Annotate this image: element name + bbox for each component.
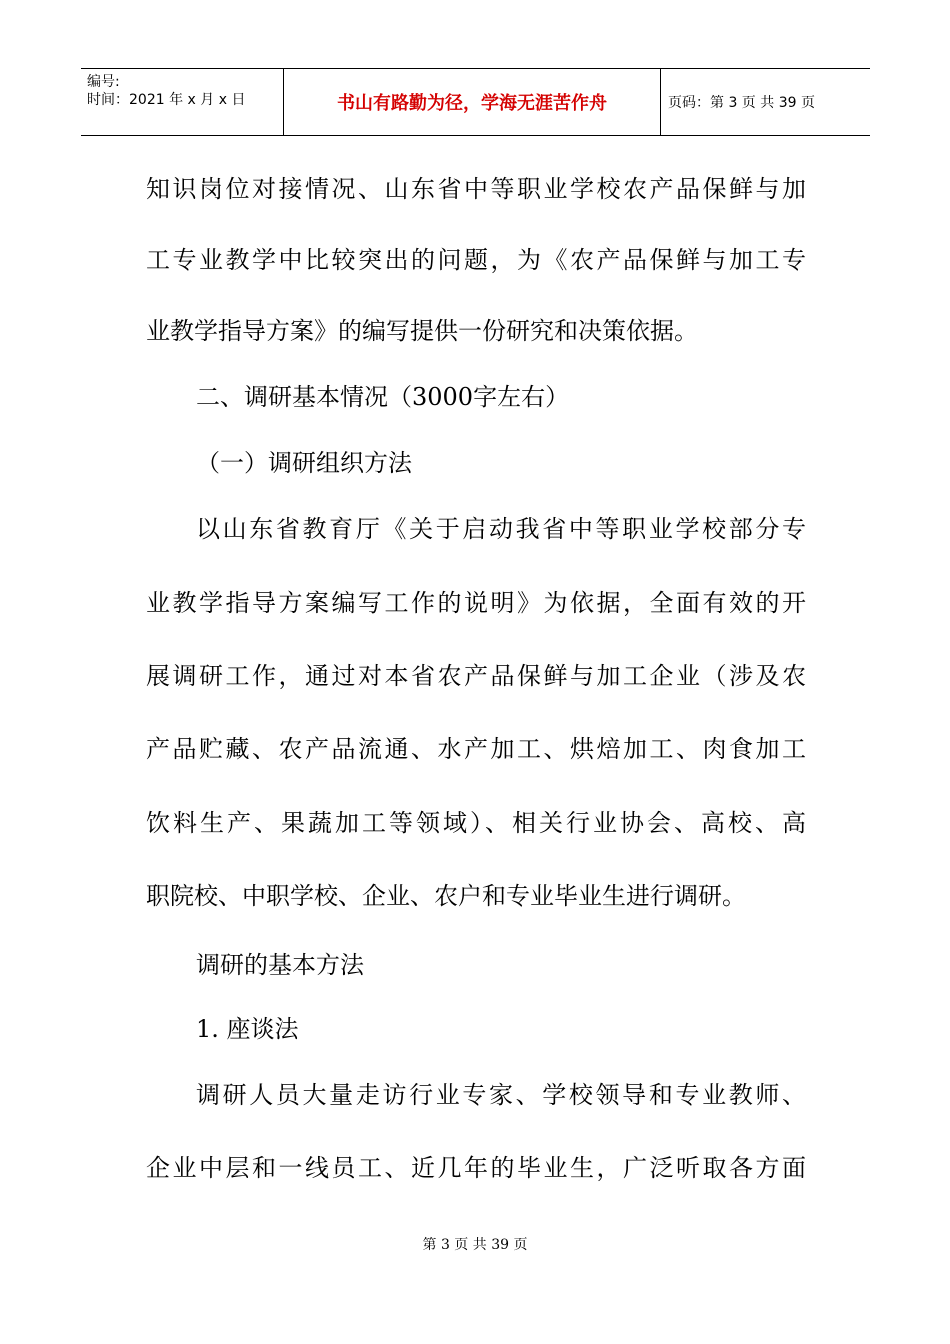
body-subheading: 调研的基本方法 [196, 951, 364, 979]
page-footer-number: 第 3 页 共 39 页 [422, 1237, 528, 1253]
header-page-label: 页码：第 3 页 共 39 页 [668, 95, 815, 111]
body-line: 企业中层和一线员工、近几年的毕业生，广泛听取各方面 [146, 1154, 806, 1182]
subsection-heading: （一）调研组织方法 [196, 449, 412, 477]
body-line: 知识岗位对接情况、山东省中等职业学校农产品保鲜与加 [146, 175, 806, 203]
body-line: 职院校、中职学校、企业、农户和专业毕业生进行调研。 [146, 882, 746, 910]
list-item-heading: 1. 座谈法 [196, 1015, 299, 1043]
page-header [81, 68, 870, 136]
body-line: 业教学指导方案》的编写提供一份研究和决策依据。 [146, 317, 698, 345]
header-meta-cell [81, 69, 284, 135]
section-heading: 二、调研基本情况（3000字左右） [196, 383, 570, 411]
body-line: 产品贮藏、农产品流通、水产加工、烘焙加工、肉食加工 [146, 735, 806, 763]
body-line: 业教学指导方案编写工作的说明》为依据，全面有效的开 [146, 589, 806, 617]
body-line: 以山东省教育厅《关于启动我省中等职业学校部分专 [196, 515, 806, 543]
body-line: 调研人员大量走访行业专家、学校领导和专业教师、 [196, 1081, 806, 1109]
document-number-label: 编号: [87, 74, 120, 90]
body-line: 工专业教学中比较突出的问题，为《农产品保鲜与加工专 [146, 246, 806, 274]
document-date-label: 时间：2021 年 x 月 x 日 [87, 92, 246, 108]
body-line: 展调研工作，通过对本省农产品保鲜与加工企业（涉及农 [146, 662, 806, 690]
body-line: 饮料生产、果蔬加工等领域）、相关行业协会、高校、高 [146, 809, 806, 837]
header-motto: 书山有路勤为径，学海无涯苦作舟 [284, 69, 661, 135]
